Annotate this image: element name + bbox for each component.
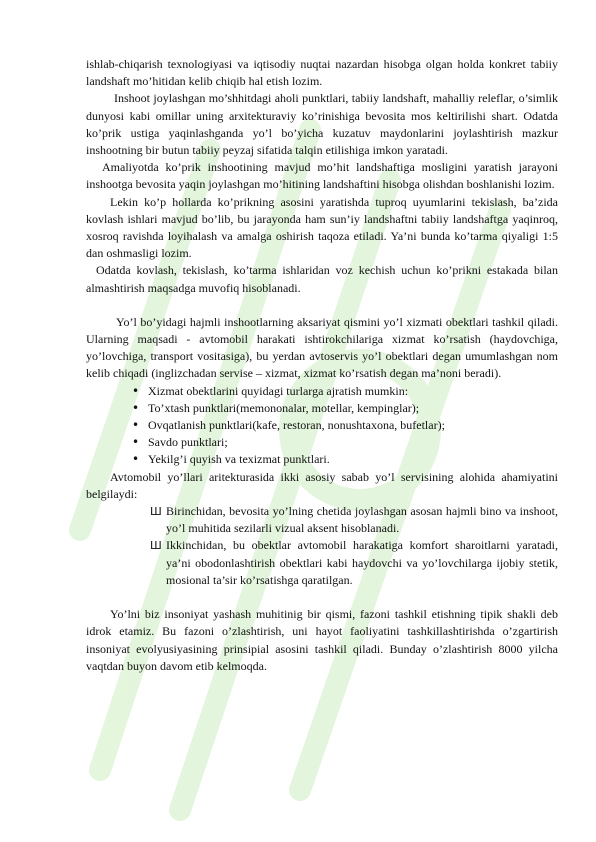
list-item xyxy=(150,537,558,589)
list-item: • To’xtash punktlari(memononalar, motellar, kempinglar); xyxy=(132,400,558,417)
paragraph: Avtomobil yo’llari aritekturasida ikki asosiy sabab yo’l servisining alohida ahamiyatini belgilaydi: xyxy=(86,469,558,501)
document-body xyxy=(86,56,558,675)
bullet-list xyxy=(86,383,558,469)
list-item: • Savdo punktlari; xyxy=(132,434,558,451)
list-item: • Yekilg’i quyish va texizmat punktlari. xyxy=(132,451,558,468)
marker-list xyxy=(86,503,558,589)
list-item-text: Birinchidan, bevosita yo’lning chetida joylashgan asosan hajmli bino va inshoot, yo’l muhitida sezilarli vizual aksent hisoblanadi. xyxy=(166,504,558,536)
spacer xyxy=(86,589,558,606)
list-item: • Ovqatlanish punktlari(kafe, restoran, nonushtaxona, bufetlar); xyxy=(132,417,558,434)
paragraph: Amaliyotda ko’prik inshootining mavjud mo’hit landshaftiga mosligini yaratish jarayoni inshootga bevosita yaqin joylashgan mo’hitining landshaftini hisobga olishdan boshlanishi lozim. xyxy=(86,160,558,192)
paragraph: Yo’lni biz insoniyat yashash muhitinig bir qismi, fazoni tashkil etishning tipik shakli deb idrok etamiz. Bu fazoni o’zlashtirish, uni hayot faoliyatini tashkillashtirishda o’zgartirish insoniyat evolyusiyasining prinsipial asosini tashkil qiladi. Bunday o’zlashtirish 8000 yilcha vaqtdan buyon davom etib kelmoqda. xyxy=(86,607,558,673)
paragraph: Lekin ko’p hollarda ko’prikning asosini yaratishda tuproq uyumlarini tekislash, ba’zida kovlash ishlari mavjud bo’lib, bu jarayonda ham sun’iy landshaftni tabiiy landshaftga yaqinroq, xosroq ravishda loyihalash va amalga oshirish taqoza etiladi. Ya’ni bunda ko’tarma qiyaligi 1:5 dan oshmasligi lozim. xyxy=(86,194,558,261)
list-item: • Xizmat obektlarini quyidagi turlarga ajratish mumkin: xyxy=(132,383,558,400)
paragraph: Inshoot joylashgan mo’shhitdagi aholi punktlari, tabiiy landshaft, mahalliy releflar, o’simlik dunyosi kabi omillar uning arxitekturaviy ko’rinishiga bevosita mos keltirilishi shart. Odatda ko’prik ustiga yaqinlashganda yo’l bo’yicha kuzatuv maydonlarini joylashtirish mazkur inshootning bir butun tabiiy peyzaj sifatida talqin etilishiga imkon yaratadi. xyxy=(86,91,558,158)
paragraph: Yo’l bo’yidagi hajmli inshootlarning aksariyat qismini yo’l xizmati obektlari tashkil qiladi. Ularning maqsadi - avtomobil harakati ishtirokchilariga xizmat ko’rsatish (haydovchiga, yo’lovchiga, transport vositasiga), bu yerdan avtoservis yo’l obektlari degan umumlashgan nom kelib chiqadi (inglizchadan servise – xizmat, xizmat ko’rsatish degan ma’noni beradi). xyxy=(86,314,558,381)
list-marker: Ш xyxy=(150,505,162,519)
list-item xyxy=(150,503,558,537)
spacer xyxy=(86,297,558,314)
paragraph: ishlab-chiqarish texnologiyasi va iqtisodiy nuqtai nazardan hisobga olgan holda konkret tabiiy landshaft mo’hitidan kelib chiqib hal etish lozim. xyxy=(86,57,558,89)
paragraph: Odatda kovlash, tekislash, ko’tarma ishlaridan voz kechish uchun ko’prikni estakada bilan almashtirish maqsadga muvofiq hisoblanadi. xyxy=(86,263,558,295)
list-marker: Ш xyxy=(150,539,162,553)
list-item-text: Ikkinchidan, bu obektlar avtomobil harakatiga komfort sharoitlarni yaratadi, ya’ni obodonlashtirish obektlari kabi haydovchi va yo’lovchilarga ijobiy stetik, mosional ta’sir ko’rsatishga qaratilgan. xyxy=(166,538,558,587)
